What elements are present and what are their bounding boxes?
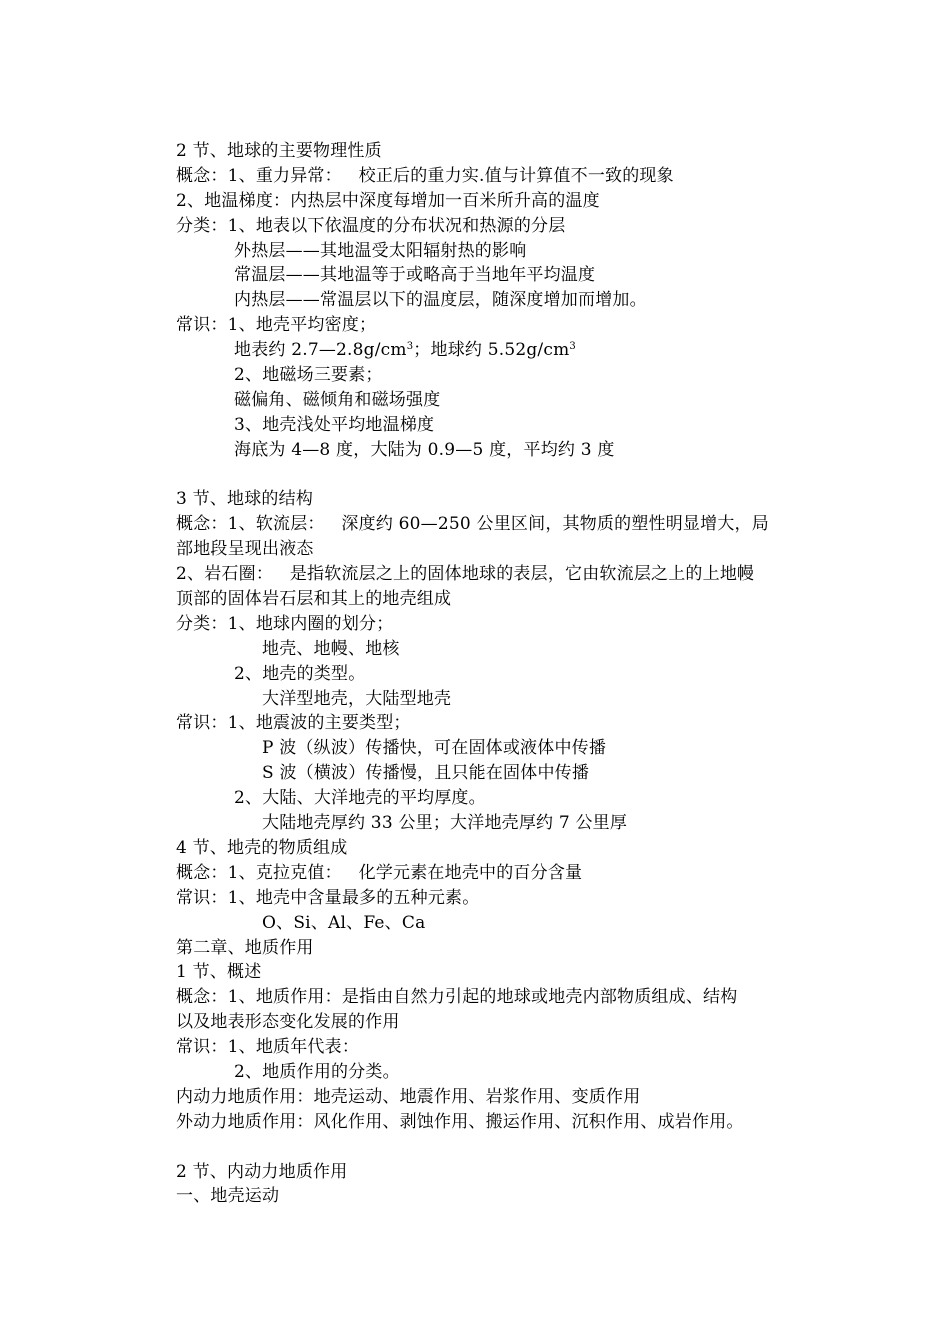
text-line: 概念：1、地质作用：是指由自然力引起的地球或地壳内部物质组成、结构	[176, 987, 738, 1008]
superscript: 3	[569, 341, 576, 353]
text-line: 地壳、地幔、地核	[262, 638, 400, 659]
text-line: 常识：1、地质年代表：	[176, 1037, 360, 1058]
section-heading: 3 节、地球的结构	[176, 489, 314, 510]
text-line: 分类：1、地表以下依温度的分布状况和热源的分层	[176, 215, 566, 236]
text-line: 顶部的固体岩石层和其上的地壳组成	[176, 589, 452, 610]
text-line: 概念：1、软流层： 深度约 60—250 公里区间，其物质的塑性明显增大，局	[176, 514, 769, 535]
text-line: 大洋型地壳，大陆型地壳	[262, 688, 452, 709]
section-heading: 2 节、内动力地质作用	[176, 1161, 348, 1182]
section-heading: 4 节、地壳的物质组成	[176, 837, 348, 858]
text-line: 部地段呈现出液态	[176, 539, 314, 560]
text-line	[176, 338, 816, 363]
text-line: 2、岩石圈： 是指软流层之上的固体地球的表层，它由软流层之上的上地幔	[176, 564, 755, 585]
blank-line	[176, 1135, 816, 1160]
text-line: 海底为 4—8 度，大陆为 0.9—5 度，平均约 3 度	[234, 439, 615, 460]
text-line: O、Si、Al、Fe、Ca	[262, 912, 426, 933]
text-line: S 波（横波）传播慢，且只能在固体中传播	[262, 763, 590, 784]
text-line: 常识：1、地壳中含量最多的五种元素。	[176, 887, 480, 908]
text-line: 磁偏角、磁倾角和磁场强度	[234, 389, 441, 410]
text-line: 2、地磁场三要素；	[234, 365, 383, 386]
text-line: 3、地壳浅处平均地温梯度	[234, 414, 435, 435]
text-line: 大陆地壳厚约 33 公里；大洋地壳厚约 7 公里厚	[262, 813, 628, 834]
text-fragment: 地表约 2.7—2.8g/cm	[234, 340, 407, 361]
section-heading: 2 节、地球的主要物理性质	[176, 141, 382, 161]
text-line: 外动力地质作用：风化作用、剥蚀作用、搬运作用、沉积作用、成岩作用。	[176, 1111, 744, 1132]
chapter-heading: 第二章、地质作用	[176, 937, 314, 958]
text-line: 2、地质作用的分类。	[234, 1061, 400, 1082]
section-heading: 1 节、概述	[176, 962, 262, 983]
text-line: 2、地温梯度：内热层中深度每增加一百米所升高的温度	[176, 190, 600, 211]
blank-line	[176, 463, 816, 488]
text-line: 内热层——常温层以下的温度层，随深度增加而增加。	[234, 290, 647, 311]
text-line: 2、地壳的类型。	[234, 663, 366, 684]
text-line: 外热层——其地温受太阳辐射热的影响	[234, 240, 527, 261]
superscript: 3	[406, 341, 414, 353]
text-line: 内动力地质作用：地壳运动、地震作用、岩浆作用、变质作用	[176, 1086, 641, 1107]
text-line: 常识：1、地震波的主要类型；	[176, 713, 411, 734]
text-line: 常温层——其地温等于或略高于当地年平均温度	[234, 265, 596, 286]
text-line: 2、大陆、大洋地壳的平均厚度。	[234, 788, 486, 809]
text-line: 概念：1、克拉克值： 化学元素在地壳中的百分含量	[176, 862, 583, 883]
text-fragment: ；地球约 5.52g/cm	[413, 340, 570, 361]
text-line: 常识：1、地壳平均密度；	[176, 315, 377, 336]
text-line: 分类：1、地球内圈的划分；	[176, 613, 394, 634]
text-line: 以及地表形态变化发展的作用	[176, 1012, 400, 1033]
text-line: 概念：1、重力异常： 校正后的重力实.值与计算值不一致的现象	[176, 165, 674, 186]
text-line: P 波（纵波）传播快，可在固体或液体中传播	[262, 738, 607, 759]
text-line: 一、地壳运动	[176, 1186, 280, 1207]
document-body	[176, 139, 816, 1209]
